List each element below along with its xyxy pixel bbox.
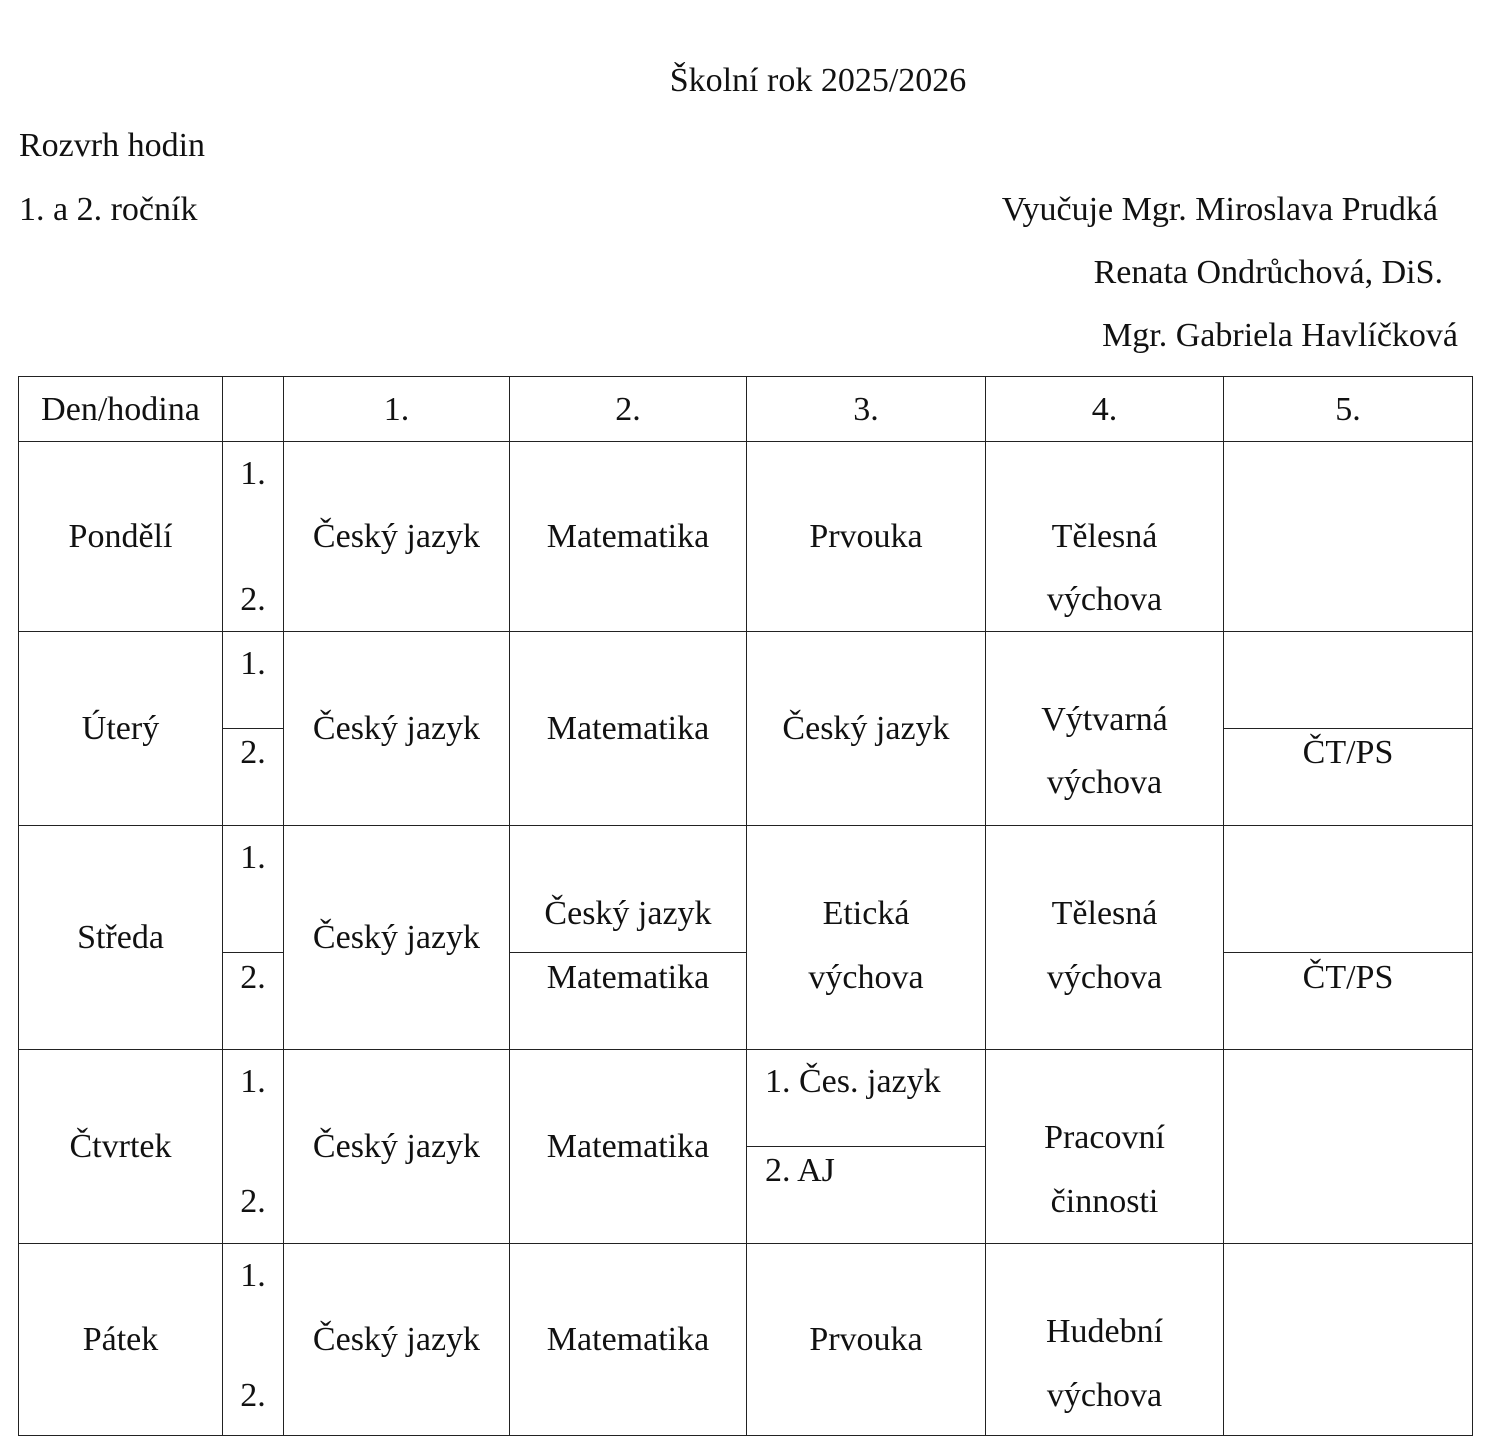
lesson-cell: Matematika: [510, 1050, 747, 1244]
lesson-top: Český jazyk: [544, 895, 712, 932]
lesson-line: Pracovní: [1044, 1119, 1165, 1156]
column-header: 5.: [1224, 377, 1473, 442]
grade-label-2: 2.: [240, 959, 266, 996]
day-row: [19, 1244, 1473, 1436]
day-row: [19, 632, 1473, 826]
day-name: Středa: [19, 826, 223, 1050]
lesson-line: Etická: [822, 895, 910, 932]
lesson-cell: Prvouka: [747, 1244, 986, 1436]
lesson-cell: Český jazyk: [284, 1244, 510, 1436]
lesson-line: výchova: [1046, 1377, 1163, 1414]
grade-label-2: 2.: [240, 734, 266, 771]
lesson-line: Výtvarná: [1041, 701, 1168, 738]
document-title: Rozvrh hodin: [19, 127, 206, 164]
grade-cell: [223, 1050, 284, 1244]
lesson-cell: Matematika: [510, 442, 747, 632]
grade-label-2: 2.: [240, 581, 266, 618]
grade-cell: [223, 442, 284, 632]
lesson-line: výchova: [1046, 764, 1163, 801]
lesson-line: výchova: [1046, 581, 1163, 618]
lesson-cell: Český jazyk: [747, 632, 986, 826]
timetable: [18, 376, 1473, 1436]
grade-label-2: 2.: [240, 1183, 266, 1220]
day-row: [19, 1050, 1473, 1244]
grade-label-1: 1.: [240, 1257, 266, 1294]
teacher-line-1: Vyučuje Mgr. Miroslava Prudká: [1001, 191, 1438, 228]
lesson-line: činnosti: [1050, 1183, 1159, 1220]
teacher-line-3: Mgr. Gabriela Havlíčková: [1102, 317, 1458, 354]
lesson-cell: [1224, 442, 1473, 632]
lesson-top: [1224, 632, 1472, 728]
grade-cell: [223, 632, 284, 826]
lesson-cell: [986, 632, 1224, 826]
day-name: Pondělí: [19, 442, 223, 632]
lesson-cell: [1224, 632, 1473, 826]
grade-label-1: 1.: [240, 839, 266, 876]
lesson-top: 1. Čes. jazyk: [765, 1063, 941, 1100]
lesson-line: výchova: [808, 959, 924, 996]
grade-header-cell: [223, 377, 284, 442]
grade-label-2: 2.: [240, 1377, 266, 1414]
lesson-cell: [986, 1050, 1224, 1244]
lesson-cell: [1224, 1244, 1473, 1436]
lesson-cell: Český jazyk: [284, 632, 510, 826]
grade-cell: [223, 1244, 284, 1436]
lesson-line: Tělesná: [1051, 518, 1158, 555]
lesson-bottom: 2. AJ: [765, 1152, 835, 1189]
lesson-cell: [986, 826, 1224, 1050]
lesson-top: [1224, 826, 1472, 952]
teacher-line-2: Renata Ondrůchová, DiS.: [1093, 254, 1443, 291]
lesson-line: Tělesná: [1051, 895, 1158, 932]
lesson-cell: Český jazyk: [284, 442, 510, 632]
lesson-cell: Matematika: [510, 632, 747, 826]
lesson-line: výchova: [1046, 959, 1163, 996]
lesson-cell: [986, 442, 1224, 632]
lesson-cell: [510, 826, 747, 1050]
column-header: 3.: [747, 377, 986, 442]
lesson-cell: Matematika: [510, 1244, 747, 1436]
grade-label-1: 1.: [240, 455, 266, 492]
day-name: Úterý: [19, 632, 223, 826]
day-row: [19, 442, 1473, 632]
lesson-cell: [1224, 1050, 1473, 1244]
grade-cell: [223, 826, 284, 1050]
lesson-cell: Český jazyk: [284, 1050, 510, 1244]
lesson-bottom: ČT/PS: [1302, 734, 1394, 771]
corner-cell: Den/hodina: [19, 377, 223, 442]
lesson-bottom: Matematika: [546, 959, 710, 996]
lesson-cell: Český jazyk: [284, 826, 510, 1050]
lesson-cell: [1224, 826, 1473, 1050]
lesson-line: Hudební: [1045, 1313, 1164, 1350]
lesson-cell: [747, 1050, 986, 1244]
school-year: Školní rok 2025/2026: [669, 62, 967, 99]
lesson-cell: Prvouka: [747, 442, 986, 632]
column-header: 1.: [284, 377, 510, 442]
header-row: [19, 377, 1473, 442]
lesson-cell: [986, 1244, 1224, 1436]
grade-label-1: 1.: [240, 645, 266, 682]
day-row: [19, 826, 1473, 1050]
lesson-cell: [747, 826, 986, 1050]
grade-label: 1. a 2. ročník: [19, 191, 198, 228]
day-name: Čtvrtek: [19, 1050, 223, 1244]
column-header: 2.: [510, 377, 747, 442]
day-name: Pátek: [19, 1244, 223, 1436]
grade-label-1: 1.: [240, 1063, 266, 1100]
column-header: 4.: [986, 377, 1224, 442]
lesson-bottom: ČT/PS: [1302, 959, 1394, 996]
